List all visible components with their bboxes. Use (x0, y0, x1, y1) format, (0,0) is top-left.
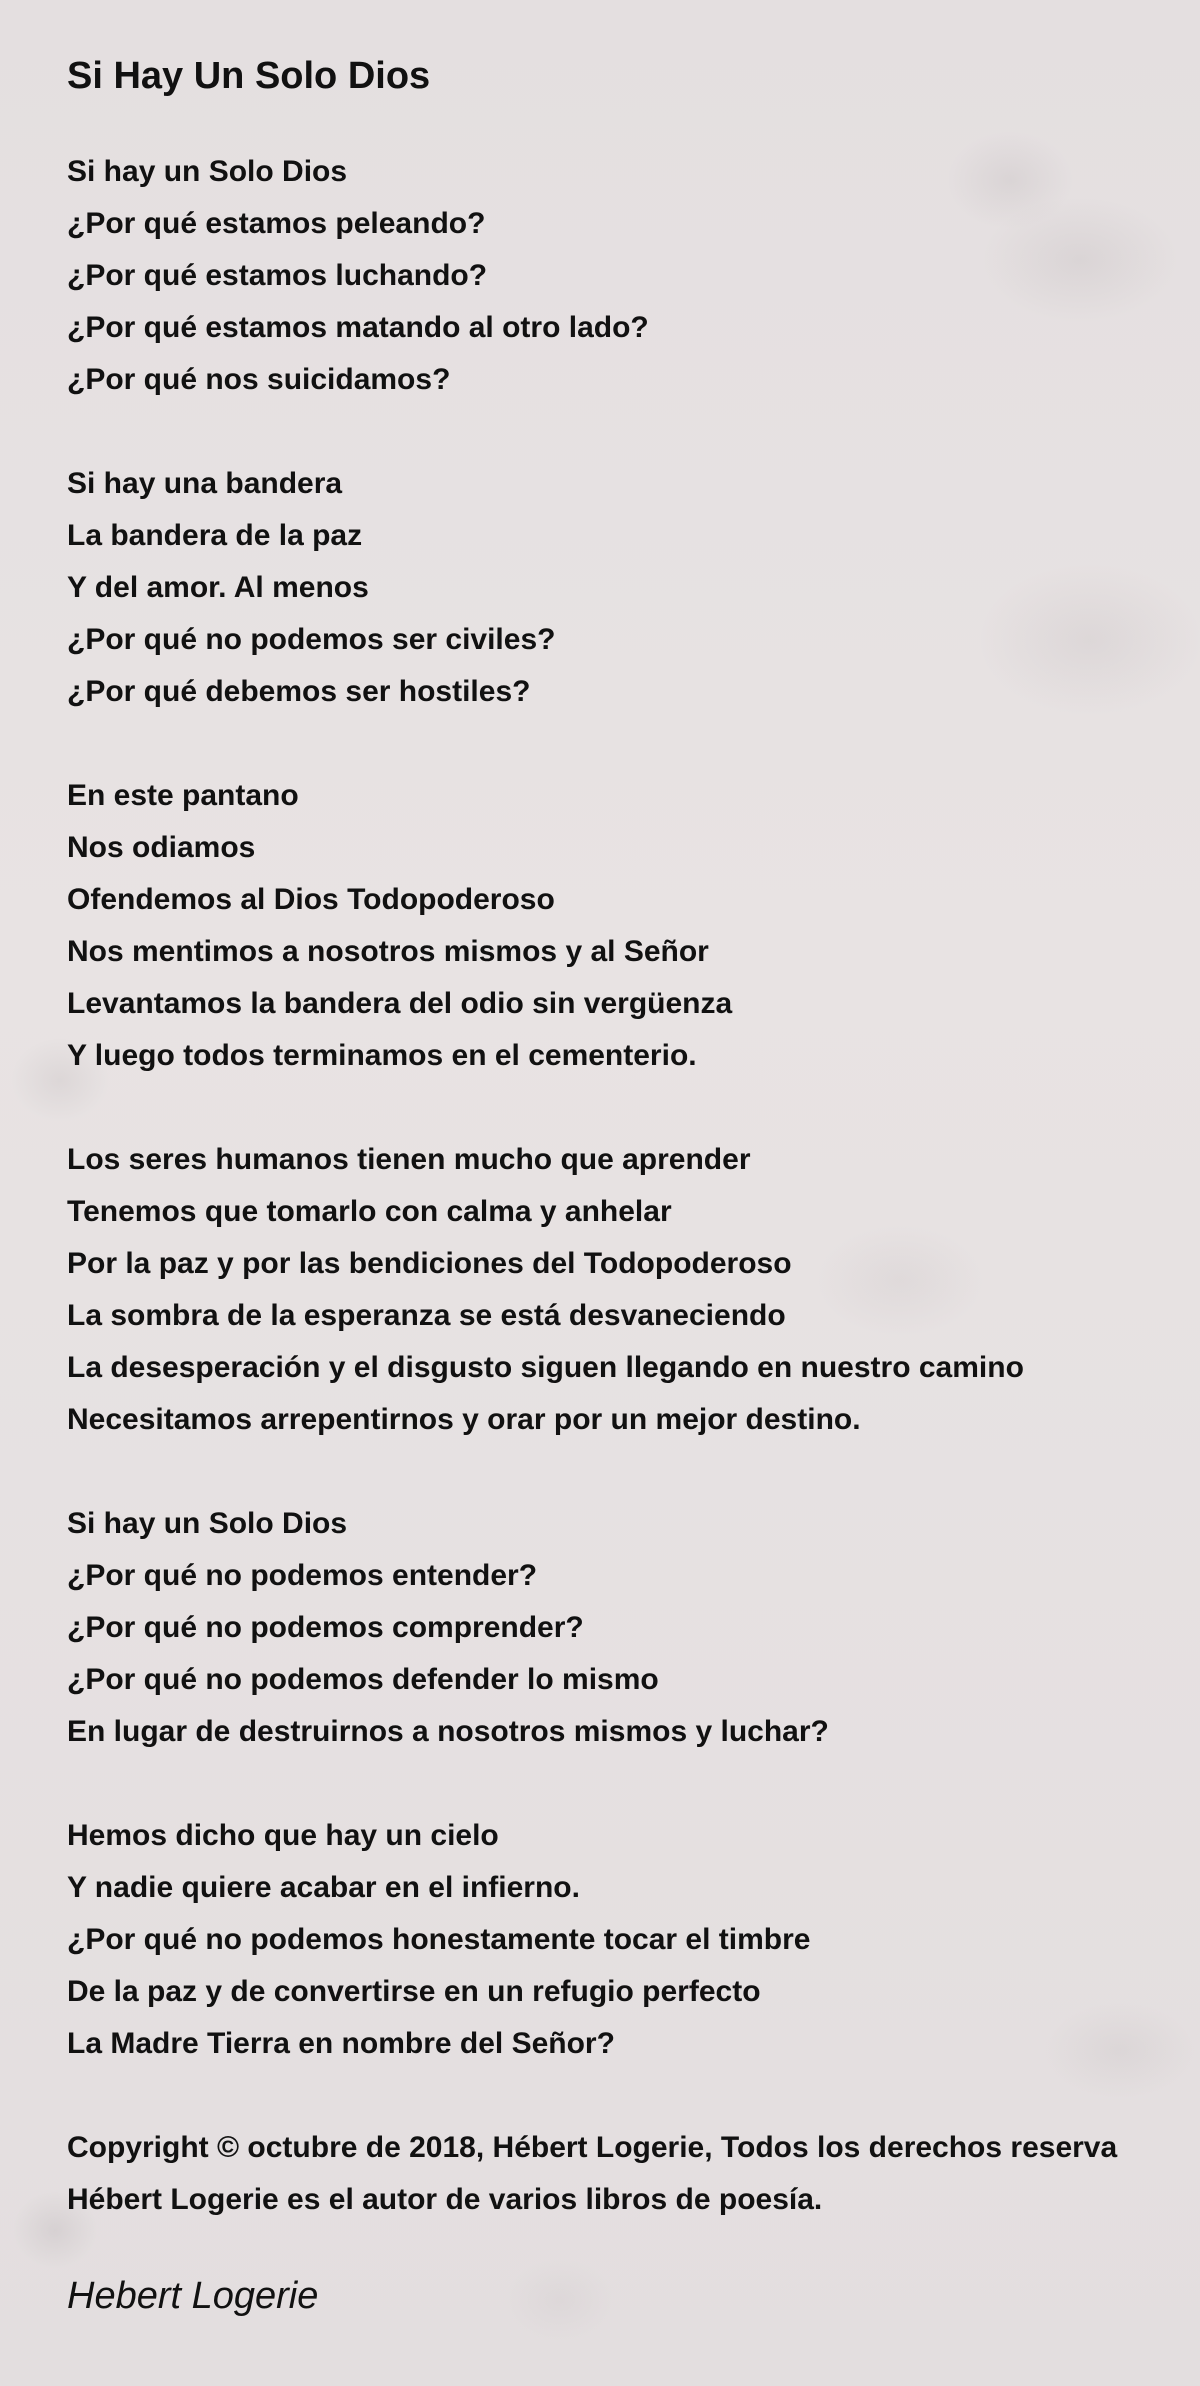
stanza (67, 1134, 1200, 1446)
stanza (67, 770, 1200, 1082)
copyright-line: Copyright © octubre de 2018, Hébert Logerie, Todos los derechos reserva (67, 2131, 1118, 2164)
poem-line: De la paz y de convertirse en un refugio perfecto (67, 1975, 761, 2008)
poem-line: En este pantano (67, 779, 299, 812)
poem-line: Nos mentimos a nosotros mismos y al Señor (67, 935, 709, 968)
stanza (67, 1498, 1200, 1758)
poem-line: Los seres humanos tienen mucho que aprender (67, 1143, 751, 1176)
stanza (67, 146, 1200, 406)
poem-content (67, 48, 1200, 2386)
poem-line: ¿Por qué no podemos entender? (67, 1559, 538, 1592)
poem-line: Ofendemos al Dios Todopoderoso (67, 883, 555, 916)
poem-line: Si hay un Solo Dios (67, 155, 348, 188)
poem-line: Tenemos que tomarlo con calma y anhelar (67, 1195, 672, 1228)
poem-line: ¿Por qué estamos peleando? (67, 207, 486, 240)
poem-line: ¿Por qué no podemos comprender? (67, 1611, 584, 1644)
poem-line: ¿Por qué estamos luchando? (67, 259, 488, 292)
poem-line: ¿Por qué no podemos ser civiles? (67, 623, 556, 656)
poem-line: Y luego todos terminamos en el cementerio. (67, 1039, 697, 1072)
poem-line: ¿Por qué debemos ser hostiles? (67, 675, 531, 708)
poem-line: Y del amor. Al menos (67, 571, 369, 604)
poem-line: Si hay un Solo Dios (67, 1507, 348, 1540)
author-signature: Hebert Logerie (67, 2275, 319, 2317)
poem-line: Necesitamos arrepentirnos y orar por un mejor destino. (67, 1403, 861, 1436)
poem-line: Por la paz y por las bendiciones del Todopoderoso (67, 1247, 792, 1280)
poem-line: La desesperación y el disgusto siguen llegando en nuestro camino (67, 1351, 1024, 1384)
poem-body (67, 146, 1200, 2226)
poem-line: Nos odiamos (67, 831, 256, 864)
poem-line: Levantamos la bandera del odio sin vergüenza (67, 987, 733, 1020)
poem-footer (67, 2122, 1200, 2226)
poem-line: La bandera de la paz (67, 519, 363, 552)
poem-line: Hemos dicho que hay un cielo (67, 1819, 499, 1852)
author-bio: Hébert Logerie es el autor de varios libros de poesía. (67, 2183, 823, 2216)
stanza (67, 458, 1200, 718)
poem-line: Si hay una bandera (67, 467, 343, 500)
poem-line: ¿Por qué no podemos defender lo mismo (67, 1663, 659, 1696)
poem-line: En lugar de destruirnos a nosotros mismos y luchar? (67, 1715, 829, 1748)
poem-line: La Madre Tierra en nombre del Señor? (67, 2027, 615, 2060)
poem-line: ¿Por qué estamos matando al otro lado? (67, 311, 649, 344)
poem-line: ¿Por qué nos suicidamos? (67, 363, 451, 396)
poem-line: ¿Por qué no podemos honestamente tocar el timbre (67, 1923, 811, 1956)
poem-title: Si Hay Un Solo Dios (67, 55, 431, 97)
poem-line: La sombra de la esperanza se está desvaneciendo (67, 1299, 786, 1332)
poem-line: Y nadie quiere acabar en el infierno. (67, 1871, 580, 1904)
stanza (67, 1810, 1200, 2070)
